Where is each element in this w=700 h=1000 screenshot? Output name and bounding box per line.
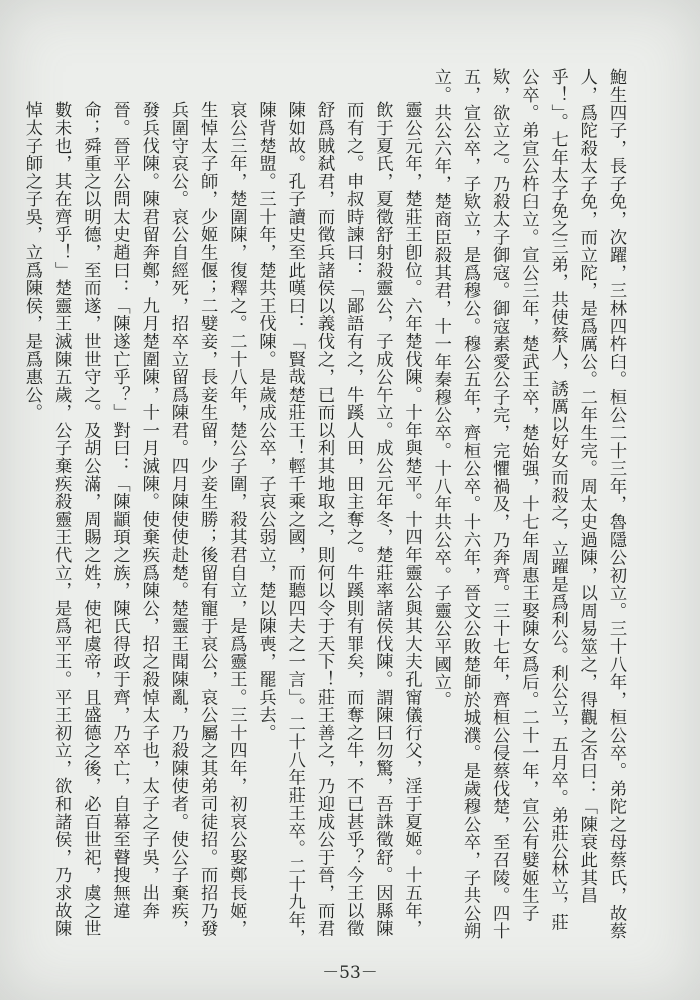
paragraph-2: 靈公元年，楚莊王卽位。六年楚伐陳。十年與楚平。十四年靈公與其大夫孔甯儀行父，淫于夏姬。十五年，飲于夏氏，夏徵舒射殺靈公，子成公午立。成公元年冬，楚莊率諸侯伐陳。謂陳曰勿驚，吾誅徵舒。因縣陳而有之。申叔時諫曰：「鄙語有之，牛蹊人田，田主奪之。牛蹊則有罪矣，而奪之牛，不已甚乎？今王以徵舒爲賊弑君，而徵兵諸侯以義伐之，已而以利其地取之，則何以令于天下！莊王善之，乃迎成公于晉，而君陳如故。孔子讀史至此嘆曰：「賢哉楚莊王！輕千乘之國，而聽四夫之一言」。二十八年莊王卒。二十九年，陳背楚盟。三十年，楚共王伐陳。是歲成公卒，子哀公弱立，楚以陳喪，罷兵去。 [255, 100, 422, 947]
page-number: －53－ [322, 963, 378, 983]
vertical-text-block [21, 68, 630, 948]
paragraph-3: 哀公三年，楚圍陳，復釋之。二十八年，楚公子圍，殺其君自立，是爲靈王。三十四年，初哀公娶鄭長姬，生悼太子師，少姬生偃；二嬖妾，長妾生留，少妾生勝；後留有寵于哀公，哀公屬之其弟司徒招。而招乃發兵圍守哀公。哀公自經死，招卒立留爲陳君。四月陳使使赴楚。楚靈王聞陳亂，乃殺陳使者。使公子棄疾，發兵伐陳。陳君留奔鄭，九月楚圍陳，十一月滅陳。使棄疾爲陳公，招之殺悼太子也，太子之子吳，出奔晉。晉平公問太史趙曰：「陳遂亡乎？」對曰：「陳顓頊之族，陳氏得政于齊，乃卒亡，自幕至瞽搜無違命；舜重之以明德，至而遂，世世守之。及胡公滿，周賜之姓，使祀虞帝，且盛德之後，必百世祀，虞之世數未也，其在齊乎！」楚靈王滅陳五歲，公子棄疾殺靈王代立，是爲平王。平王初立，欲和諸侯，乃求故陳悼太子師之子吳，立爲陳侯，是爲惠公。 [21, 100, 247, 937]
paragraph-1: 鮑生四子，長子免，次躍，三林四杵臼。桓公二十三年，魯隱公初立。三十八年，桓公卒。弟陀之母蔡氏，故蔡人，爲陀殺太子免，而立陀，是爲厲公。二年生完。周太史過陳，以周易筮之，得觀之否曰：「陳衰此其昌乎！」。七年太子免之三弟，共使蔡人，誘厲以好女而殺之，立躍是爲利公。利公立，五月卒。弟莊公林立，莊公卒。弟宣公杵臼立。宣公三年，楚武王卒，楚始强，十七年周惠王娶陳女爲后。二十一年，宣公有嬖姬生子欵，欲立之。乃殺太子御寇。御寇素愛公子完，完懼禍及，乃奔齊。三十七年，齊桓公侵蔡伐楚，至召陵。四十五，宣公卒，子欵立，是爲穆公。穆公五年，齊桓公卒。十六年，晉文公敗楚師於城濮。是歲穆公卒，子共公朔立。共公六年，楚商臣殺其君，十一年秦穆公卒。十八年共公卒。子靈公平國立。 [430, 68, 626, 940]
